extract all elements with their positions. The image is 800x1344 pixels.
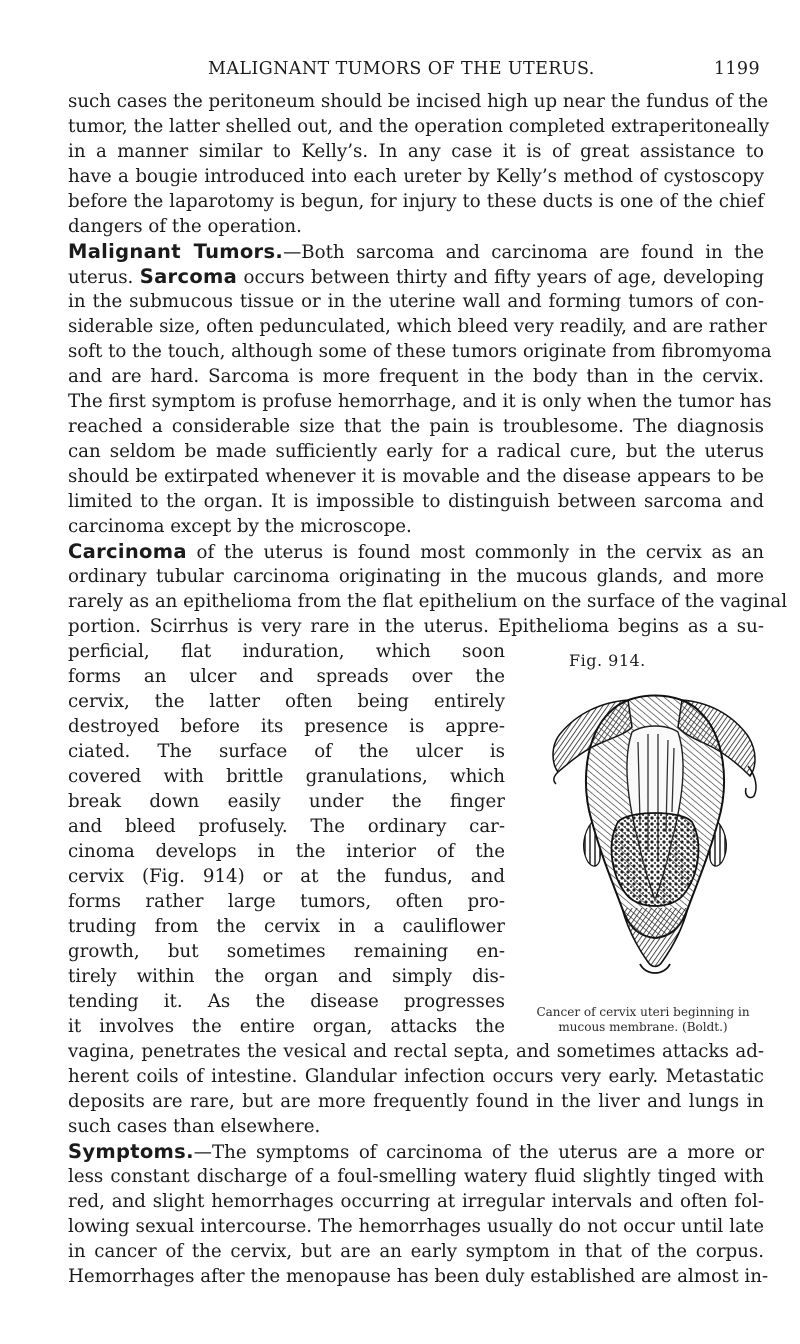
text-line: reached a considerable size that the pain is troublesome. The diagnosis [68,416,764,437]
text-line: in a manner similar to Kelly’s. In any case it is of great assistance to [68,141,764,162]
text-line: less constant discharge of a foul-smelling watery fluid slightly tinged with [68,1166,764,1187]
text-line: truding from the cervix in a cauliflower [68,916,505,937]
running-head [68,59,764,83]
text-line: Malignant Tumors.—Both sarcoma and carcinoma are found in the [68,240,764,263]
text-line: have a bougie introduced into each ureter by Kelly’s method of cystoscopy [68,166,764,187]
text-line: perficial, flat induration, which soon [68,641,505,662]
text-line: covered with brittle granulations, which [68,766,505,787]
text-line: herent coils of intestine. Glandular infection occurs very early. Metastatic [68,1066,764,1087]
text-line: before the laparotomy is begun, for injury to these ducts is one of the chief [68,191,764,212]
text-line: tending it. As the disease progresses [68,991,505,1012]
text-line: tirely within the organ and simply dis- [68,966,505,987]
text-line: destroyed before its presence is appre- [68,716,505,737]
text-line: limited to the organ. It is impossible to distinguish between sarcoma and [68,491,764,512]
figure-illustration [548,672,762,1002]
text-line: in cancer of the cervix, but are an early symptom in that of the corpus. [68,1241,764,1262]
figure-caption: Cancer of cervix uteri beginning in mucous membrane. (Boldt.) [536,1005,750,1034]
text-line: Symptoms.—The symptoms of carcinoma of the uterus are a more or [68,1140,764,1163]
text-line: cervix (Fig. 914) or at the fundus, and [68,866,505,887]
text-line: should be extirpated whenever it is movable and the disease appears to be [68,466,764,487]
text-line: cervix, the latter often being entirely [68,691,505,712]
text-line: portion. Scirrhus is very rare in the uterus. Epithelioma begins as a su- [68,616,764,637]
section-heading: Malignant Tumors. [68,240,284,263]
text-line: uterus. Sarcoma occurs between thirty and fifty years of age, developing [68,265,764,288]
text-line: soft to the touch, although some of these tumors originate from fibromyoma [68,341,772,362]
text-line: forms rather large tumors, often pro- [68,891,505,912]
text-line: and are hard. Sarcoma is more frequent in the body than in the cervix. [68,366,764,387]
running-head-title: MALIGNANT TUMORS OF THE UTERUS. [208,59,595,79]
text-line: vagina, penetrates the vesical and rectal septa, and sometimes attacks ad- [68,1041,764,1062]
text-line: Carcinoma of the uterus is found most commonly in the cervix as an [68,540,764,563]
text-line: siderable size, often pedunculated, which bleed very readily, and are rather [68,316,767,337]
text-line: dangers of the operation. [68,216,302,237]
text-line: ordinary tubular carcinoma originating in the mucous glands, and more [68,566,764,587]
text-line: it involves the entire organ, attacks the [68,1016,505,1037]
text-line: The first symptom is profuse hemorrhage, and it is only when the tumor has [68,391,772,412]
text-line: can seldom be made sufficiently early for a radical cure, but the uterus [68,441,764,462]
text-line: break down easily under the finger [68,791,505,812]
page-number: 1199 [713,59,760,79]
text-line: deposits are rare, but are more frequently found in the liver and lungs in [68,1091,764,1112]
text-line: rarely as an epithelioma from the flat epithelium on the surface of the vaginal [68,591,788,612]
text-line: red, and slight hemorrhages occurring at irregular intervals and often fol- [68,1191,764,1212]
text-line: carcinoma except by the microscope. [68,516,412,537]
text-line: in the submucous tissue or in the uterine wall and forming tumors of con- [68,291,764,312]
text-line: Hemorrhages after the menopause has been duly established are almost in- [68,1266,769,1287]
text-line: ciated. The surface of the ulcer is [68,741,505,762]
section-heading: Sarcoma [139,265,238,288]
text-line: such cases than elsewhere. [68,1116,321,1137]
text-line: lowing sexual intercourse. The hemorrhages usually do not occur until late [68,1216,764,1237]
text-line: cinoma develops in the interior of the [68,841,505,862]
figure-label: Fig. 914. [569,651,646,670]
text-line: tumor, the latter shelled out, and the operation completed extraperitoneally [68,116,770,137]
section-heading: Carcinoma [68,540,187,563]
section-heading: Symptoms. [68,1140,194,1163]
uterus-engraving [548,672,762,1002]
text-line: growth, but sometimes remaining en- [68,941,505,962]
text-line: and bleed profusely. The ordinary car- [68,816,505,837]
text-line: such cases the peritoneum should be incised high up near the fundus of the [68,91,769,112]
text-line: forms an ulcer and spreads over the [68,666,505,687]
